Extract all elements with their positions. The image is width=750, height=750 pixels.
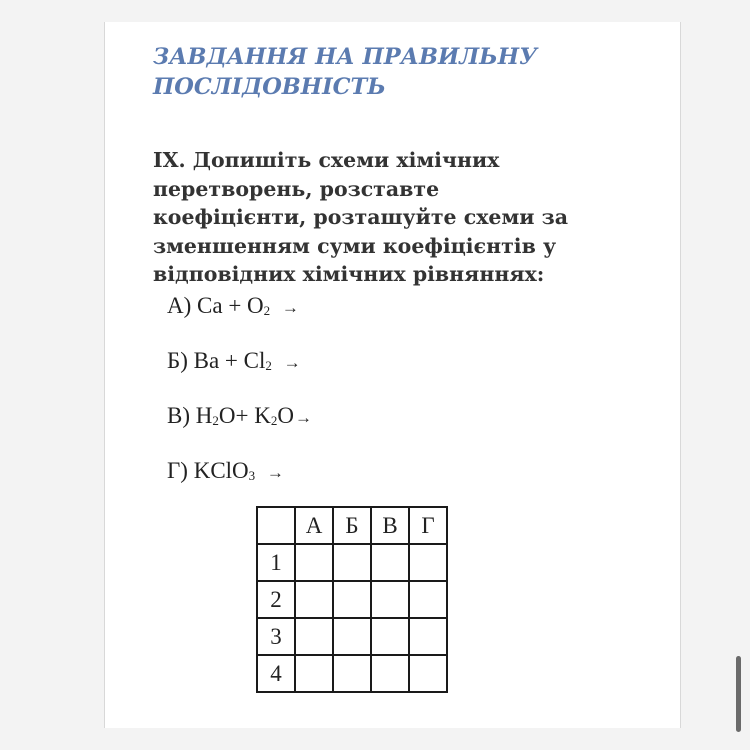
table-row-number: 3 [257,618,295,655]
table-answer-cell [409,618,447,655]
vertical-scrollbar[interactable] [736,656,741,732]
table-header-cell: Б [333,507,371,544]
scheme-formula: O+ K [218,403,271,428]
subscript: 2 [212,413,219,428]
reaction-arrow-icon: → [266,463,284,482]
task-line: перетворень, розставте [153,176,440,201]
table-answer-cell [409,544,447,581]
table-row-number: 4 [257,655,295,692]
table-corner-cell [257,507,295,544]
reaction-arrow-icon: → [281,298,299,317]
scheme-formula: Ca + O [197,293,264,318]
subscript: 2 [263,303,271,318]
table-answer-cell [333,581,371,618]
scheme-a [167,292,299,322]
table-answer-cell [295,544,333,581]
subscript: 3 [248,468,256,483]
table-header-cell: В [371,507,409,544]
task-line: IX. Допишіть схеми хімічних [153,148,500,172]
table-answer-cell [333,655,371,692]
table-answer-cell [371,581,409,618]
table-answer-cell [409,655,447,692]
scheme-d [167,457,284,487]
task-line: відповідних хімічних рівняннях: [153,262,545,286]
scheme-formula: KClO [193,458,249,483]
table-answer-cell [333,618,371,655]
table-answer-cell [371,618,409,655]
table-row [257,655,447,692]
table-answer-cell [295,618,333,655]
task-line: коефіцієнти, розташуйте схеми за [153,205,568,229]
document-page [104,22,681,728]
scheme-c [167,402,312,432]
scheme-label: Г) [167,458,188,483]
scheme-label: Б) [167,348,188,373]
scheme-label: А) [167,293,192,318]
task-line: зменшенням суми коефіцієнтів у [153,233,557,258]
subscript: 2 [265,358,272,373]
table-row [257,618,447,655]
table-header-cell: Г [409,507,447,544]
task-instructions [153,146,653,289]
scheme-label: В) [167,403,190,428]
scheme-formula: H [195,403,213,428]
table-answer-cell [371,655,409,692]
table-row [257,544,447,581]
scheme-b [167,347,301,377]
table-header-cell: А [295,507,333,544]
section-title [153,42,623,102]
table-row-number: 1 [257,544,295,581]
table-answer-cell [409,581,447,618]
scheme-formula: O [277,403,294,428]
section-title-line: ПОСЛІДОВНІСТЬ [153,74,386,100]
table-answer-cell [295,581,333,618]
answer-table [256,506,448,693]
table-answer-cell [295,655,333,692]
section-title-line: ЗАВДАННЯ НА ПРАВИЛЬНУ [153,44,538,70]
scheme-formula: Ba + Cl [193,348,266,373]
subscript: 2 [270,413,278,428]
table-row [257,581,447,618]
table-header-row [257,507,447,544]
table-row-number: 2 [257,581,295,618]
table-answer-cell [333,544,371,581]
reaction-arrow-icon: → [283,353,301,372]
table-answer-cell [371,544,409,581]
reaction-arrow-icon: → [294,408,312,427]
